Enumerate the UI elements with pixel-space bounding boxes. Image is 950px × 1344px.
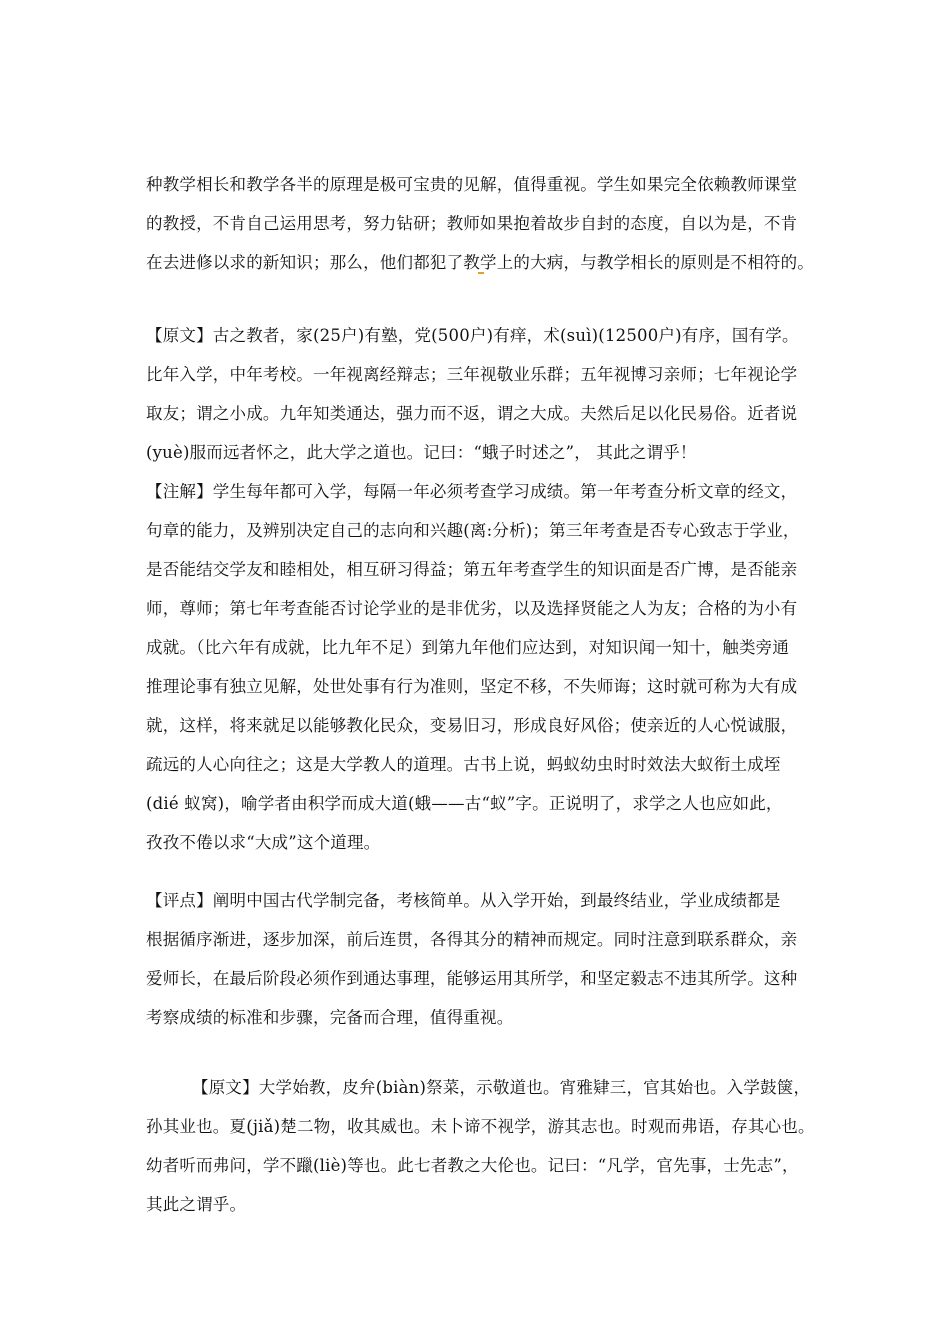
paragraph-pingdian — [146, 881, 816, 1037]
text-line: 师，尊师；第七年考查能否讨论学业的是非优劣，以及选择贤能之人为友；合格的为小有 — [146, 599, 798, 618]
paragraph-yuanwen-1 — [146, 316, 816, 472]
text-line: 孜孜不倦以求“大成”这个道理。 — [146, 833, 381, 852]
text-line: 【原文】古之教者，家(25户)有塾，党(500户)有痒，术(suì)(12500户)有序，国有学。 — [146, 326, 799, 345]
text-line: 的教授，不肯自己运用思考，努力钻研；教师如果抱着故步自封的态度，自以为是，不肯 — [146, 214, 798, 233]
text-line: 疏远的人心向往之；这是大学教人的道理。古书上说，蚂蚁幼虫时时效法大蚁衔土成垤 — [146, 755, 781, 774]
paragraph-zhujie — [146, 472, 816, 862]
text-line: 幼者听而弗问，学不躐(liè)等也。此七者教之大伦也。记曰：“凡学，官先事，士先志”， — [146, 1156, 799, 1175]
text-line: 成就。（比六年有成就，比九年不足）到第九年他们应达到，对知识闻一知十，触类旁通 — [146, 638, 790, 657]
text-line: 【评点】阐明中国古代学制完备，考核简单。从入学开始，到最终结业，学业成绩都是 — [146, 891, 781, 910]
text-line: 考察成绩的标准和步骤，完备而合理，值得重视。 — [146, 1008, 514, 1027]
text-line: 爱师长，在最后阶段必须作到通达事理，能够运用其所学，和坚定毅志不违其所学。这种 — [146, 969, 798, 988]
text-line: 就，这样，将来就足以能够教化民众，变易旧习，形成良好风俗；使亲近的人心悦诚服， — [146, 716, 798, 735]
text-line: 【注解】学生每年都可入学，每隔一年必须考查学习成绩。第一年考查分析文章的经文， — [146, 482, 798, 501]
text-line: 【原文】大学始教，皮弁(biàn)祭菜，示敬道也。宵雅肄三，官其始也。入学鼓箧， — [192, 1078, 811, 1097]
text-line: 是否能结交学友和睦相处，相互研习得益；第五年考查学生的知识面是否广博，是否能亲 — [146, 560, 798, 579]
text-line: 取友；谓之小成。九年知类通达，强力而不返，谓之大成。夫然后足以化民易俗。近者说 — [146, 404, 798, 423]
text-line: 种教学相长和教学各半的原理是极可宝贵的见解，值得重视。学生如果完全依赖教师课堂 — [146, 175, 798, 194]
paragraph-intro — [146, 165, 816, 282]
text-line: 根据循序渐进，逐步加深，前后连贯，各得其分的精神而规定。同时注意到联系群众，亲 — [146, 930, 798, 949]
text-line: (yuè)服而远者怀之，此大学之道也。记曰：“蛾子时述之”， 其此之谓乎！ — [146, 443, 697, 462]
paragraph-yuanwen-2 — [146, 1068, 816, 1224]
text-line: 在去进修以求的新知识；那么，他们都犯了教学上的大病，与教学相长的原则是不相符的。 — [146, 253, 814, 272]
text-line: 比年入学，中年考校。一年视离经辩志；三年视敬业乐群；五年视博习亲师；七年视论学 — [146, 365, 798, 384]
text-line: 推理论事有独立见解，处世处事有行为准则，坚定不移，不失师诲；这时就可称为大有成 — [146, 677, 798, 696]
text-line: 其此之谓乎。 — [146, 1195, 247, 1214]
text-line: 句章的能力，及辨别决定自己的志向和兴趣(离:分析)；第三年考查是否专心致志于学业， — [146, 521, 800, 540]
cursor-mark — [478, 272, 484, 274]
text-line: 孙其业也。夏(jiǎ)楚二物，收其威也。未卜谛不视学，游其志也。时观而弗语，存其心也。 — [146, 1117, 815, 1136]
text-line: (dié 蚁窝)，喻学者由积学而成大道(蛾——古“蚁”字。正说明了，求学之人也应如此， — [146, 794, 783, 813]
